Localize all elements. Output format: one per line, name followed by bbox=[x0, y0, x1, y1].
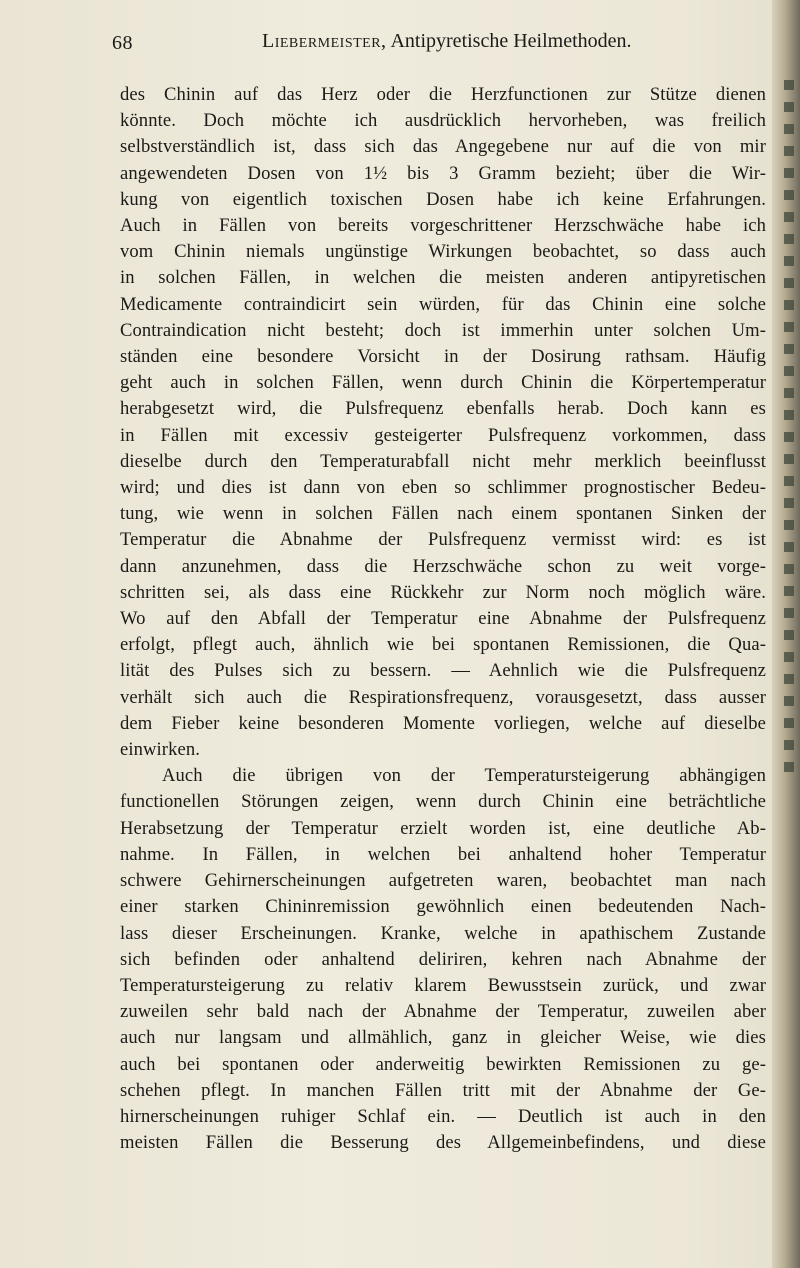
text-line: in solchen Fällen, in welchen die meisten anderen antipyretischen bbox=[120, 267, 766, 289]
paragraph-start-line: Auch die übrigen von der Temperatursteigerung abhängigen bbox=[162, 765, 766, 787]
text-line: in Fällen mit excessiv gesteigerter Pulsfrequenz vorkommen, dass bbox=[120, 424, 766, 446]
text-line: kung von eigentlich toxischen Dosen habe ich keine Erfahrungen. bbox=[120, 188, 766, 210]
body-text bbox=[120, 82, 766, 1156]
text-line: einer starken Chininremission gewöhnlich einen bedeutenden Nach- bbox=[120, 896, 766, 918]
text-line: dieselbe durch den Temperaturabfall nicht mehr merklich beeinflusst bbox=[120, 450, 766, 472]
text-line: ständen eine besondere Vorsicht in der Dosirung rathsam. Häufig bbox=[120, 346, 766, 368]
text-line: dann anzunehmen, dass die Herzschwäche schon zu weit vorge- bbox=[120, 555, 766, 577]
text-line: erfolgt, pflegt auch, ähnlich wie bei spontanen Remissionen, die Qua- bbox=[120, 634, 766, 656]
text-line: schritten sei, als dass eine Rückkehr zur Norm noch möglich wäre. bbox=[120, 581, 766, 603]
text-line: Temperatursteigerung zu relativ klarem Bewusstsein zurück, und zwar bbox=[120, 974, 766, 996]
page-header bbox=[112, 30, 672, 56]
text-line: vom Chinin niemals ungünstige Wirkungen beobachtet, so dass auch bbox=[120, 241, 766, 263]
book-gutter-shadow bbox=[772, 0, 800, 1268]
text-line: Herabsetzung der Temperatur erzielt worden ist, eine deutliche Ab- bbox=[120, 817, 766, 839]
text-line: Temperatur die Abnahme der Pulsfrequenz vermisst wird: es ist bbox=[120, 529, 766, 551]
binding-edge-marks bbox=[784, 80, 794, 780]
text-line: auch nur langsam und allmählich, ganz in gleicher Weise, wie dies bbox=[120, 1027, 766, 1049]
text-line: angewendeten Dosen von 1½ bis 3 Gramm bezieht; über die Wir- bbox=[120, 162, 766, 184]
text-line: tung, wie wenn in solchen Fällen nach einem spontanen Sinken der bbox=[120, 503, 766, 525]
page-number: 68 bbox=[112, 32, 133, 54]
text-line: schehen pflegt. In manchen Fällen tritt mit der Abnahme der Ge- bbox=[120, 1079, 766, 1101]
text-line: selbstverständlich ist, dass sich das Angegebene nur auf die von mir bbox=[120, 136, 766, 158]
text-line: herabgesetzt wird, die Pulsfrequenz ebenfalls herab. Doch kann es bbox=[120, 398, 766, 420]
text-line: Medicamente contraindicirt sein würden, für das Chinin eine solche bbox=[120, 293, 766, 315]
text-line: lass dieser Erscheinungen. Kranke, welche in apathischem Zustande bbox=[120, 922, 766, 944]
running-head-author: Liebermeister, bbox=[262, 30, 387, 52]
text-line: functionellen Störungen zeigen, wenn durch Chinin eine beträchtliche bbox=[120, 791, 766, 813]
paragraph-end-line: einwirken. bbox=[120, 739, 200, 761]
text-line: Wo auf den Abfall der Temperatur eine Abnahme der Pulsfrequenz bbox=[120, 608, 766, 630]
text-line: verhält sich auch die Respirationsfrequenz, vorausgesetzt, dass ausser bbox=[120, 686, 766, 708]
text-line: des Chinin auf das Herz oder die Herzfunctionen zur Stütze dienen bbox=[120, 84, 766, 105]
text-line: lität des Pulses sich zu bessern. — Aehnlich wie die Pulsfrequenz bbox=[120, 660, 766, 682]
text-line: könnte. Doch möchte ich ausdrücklich hervorheben, was freilich bbox=[120, 110, 766, 132]
text-line: geht auch in solchen Fällen, wenn durch Chinin die Körpertemperatur bbox=[120, 372, 766, 394]
text-line: wird; und dies ist dann von eben so schlimmer prognostischer Bedeu- bbox=[120, 477, 766, 499]
text-line: hirnerscheinungen ruhiger Schlaf ein. — Deutlich ist auch in den bbox=[120, 1105, 766, 1127]
text-line: meisten Fällen die Besserung des Allgemeinbefindens, und diese bbox=[120, 1132, 766, 1154]
text-line: Contraindication nicht besteht; doch ist immerhin unter solchen Um- bbox=[120, 319, 766, 341]
text-line: dem Fieber keine besonderen Momente vorliegen, welche auf dieselbe bbox=[120, 712, 766, 734]
text-line: auch bei spontanen oder anderweitig bewirkten Remissionen zu ge- bbox=[120, 1053, 766, 1075]
text-line: Auch in Fällen von bereits vorgeschrittener Herzschwäche habe ich bbox=[120, 215, 766, 237]
text-line: nahme. In Fällen, in welchen bei anhaltend hoher Temperatur bbox=[120, 843, 766, 865]
running-head-title: Antipyretische Heilmethoden. bbox=[390, 30, 632, 52]
text-line: zuweilen sehr bald nach der Abnahme der Temperatur, zuweilen aber bbox=[120, 1001, 766, 1023]
text-line: sich befinden oder anhaltend deliriren, kehren nach Abnahme der bbox=[120, 948, 766, 970]
text-line: schwere Gehirnerscheinungen aufgetreten waren, beobachtet man nach bbox=[120, 870, 766, 892]
running-head bbox=[262, 30, 632, 53]
